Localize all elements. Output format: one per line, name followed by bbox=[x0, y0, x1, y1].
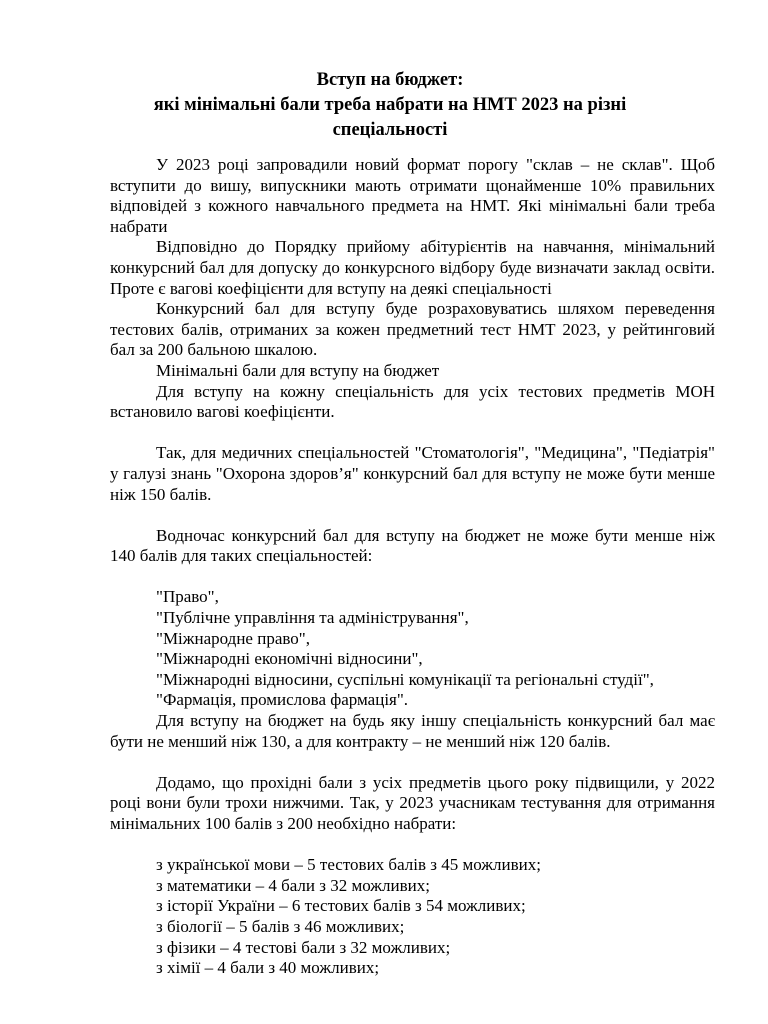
list-item: "Право", bbox=[156, 587, 219, 607]
specialties-list bbox=[110, 587, 715, 711]
paragraph-medical: Так, для медичних спеціальностей "Стоматологія", "Медицина", "Педіатрія" у галузі знань "Охорона здоров’я" конкурсний бал для вступу не може бути менше ніж 150 балів. bbox=[110, 443, 715, 504]
list-item: "Фармація, промислова фармація". bbox=[156, 690, 409, 710]
list-item: з фізики – 4 тестові бали з 32 можливих; bbox=[156, 937, 451, 957]
list-item: з біології – 5 балів з 46 можливих; bbox=[156, 916, 405, 936]
paragraph-calculation: Конкурсний бал для вступу буде розраховуватись шляхом переведення тестових балів, отриманих за кожен предметний тест НМТ 2023, у рейтинговий бал за 200 бальною шкалою. bbox=[110, 299, 715, 360]
paragraph-passing-scores: Додамо, що прохідні бали з усіх предметів цього року підвищили, у 2022 році вони були трохи нижчими. Так, у 2023 учасникам тестування для отримання мінімальних 100 балів з 200 необхідно набрати: bbox=[110, 772, 715, 833]
subjects-list bbox=[110, 855, 715, 979]
paragraph-coefficients: Для вступу на кожну спеціальність для усіх тестових предметів МОН встановило вагові коефіцієнти. bbox=[110, 381, 715, 422]
paragraph-procedure: Відповідно до Порядку прийому абітурієнтів на навчання, мінімальний конкурсний бал для допуску до конкурсного відбору буде визначати заклад освіти. Проте є вагові коефіцієнти для вступу на деякі спеціальності bbox=[110, 237, 715, 298]
list-item: "Публічне управління та адміністрування", bbox=[156, 608, 469, 628]
list-item: з хімії – 4 бали з 40 можливих; bbox=[156, 958, 380, 978]
document-title bbox=[110, 68, 670, 143]
title-line: Вступ на бюджет: bbox=[316, 70, 464, 90]
list-item: "Міжнародні відносини, суспільні комунікації та регіональні студії", bbox=[156, 669, 654, 689]
paragraph-other-specialties: Для вступу на бюджет на будь яку іншу спеціальність конкурсний бал має бути не менший ніж 130, а для контракту – не менший ніж 120 балів. bbox=[110, 711, 715, 751]
document-body bbox=[110, 155, 715, 979]
list-item: з історії України – 6 тестових балів з 54 можливих; bbox=[156, 896, 526, 916]
list-item: "Міжнародне право", bbox=[156, 628, 310, 648]
title-line: спеціальності bbox=[332, 120, 448, 140]
paragraph-intro: У 2023 році запровадили новий формат порогу "склав – не склав". Щоб вступити до вишу, випускники мають отримати щонайменше 10% правильних відповідей з кожного навчального предмета на НМТ. Які мінімальні бали треба набрати bbox=[110, 155, 715, 236]
paragraph-140: Водночас конкурсний бал для вступу на бюджет не може бути менше ніж 140 балів для таких спеціальностей: bbox=[110, 525, 715, 566]
list-item: з математики – 4 бали з 32 можливих; bbox=[156, 875, 430, 895]
list-item: "Міжнародні економічні відносини", bbox=[156, 649, 423, 669]
section-heading-minimum-scores: Мінімальні бали для вступу на бюджет bbox=[156, 360, 440, 380]
list-item: з української мови – 5 тестових балів з 45 можливих; bbox=[156, 855, 541, 875]
title-line: які мінімальні бали треба набрати на НМТ 2023 на різні bbox=[153, 95, 627, 115]
